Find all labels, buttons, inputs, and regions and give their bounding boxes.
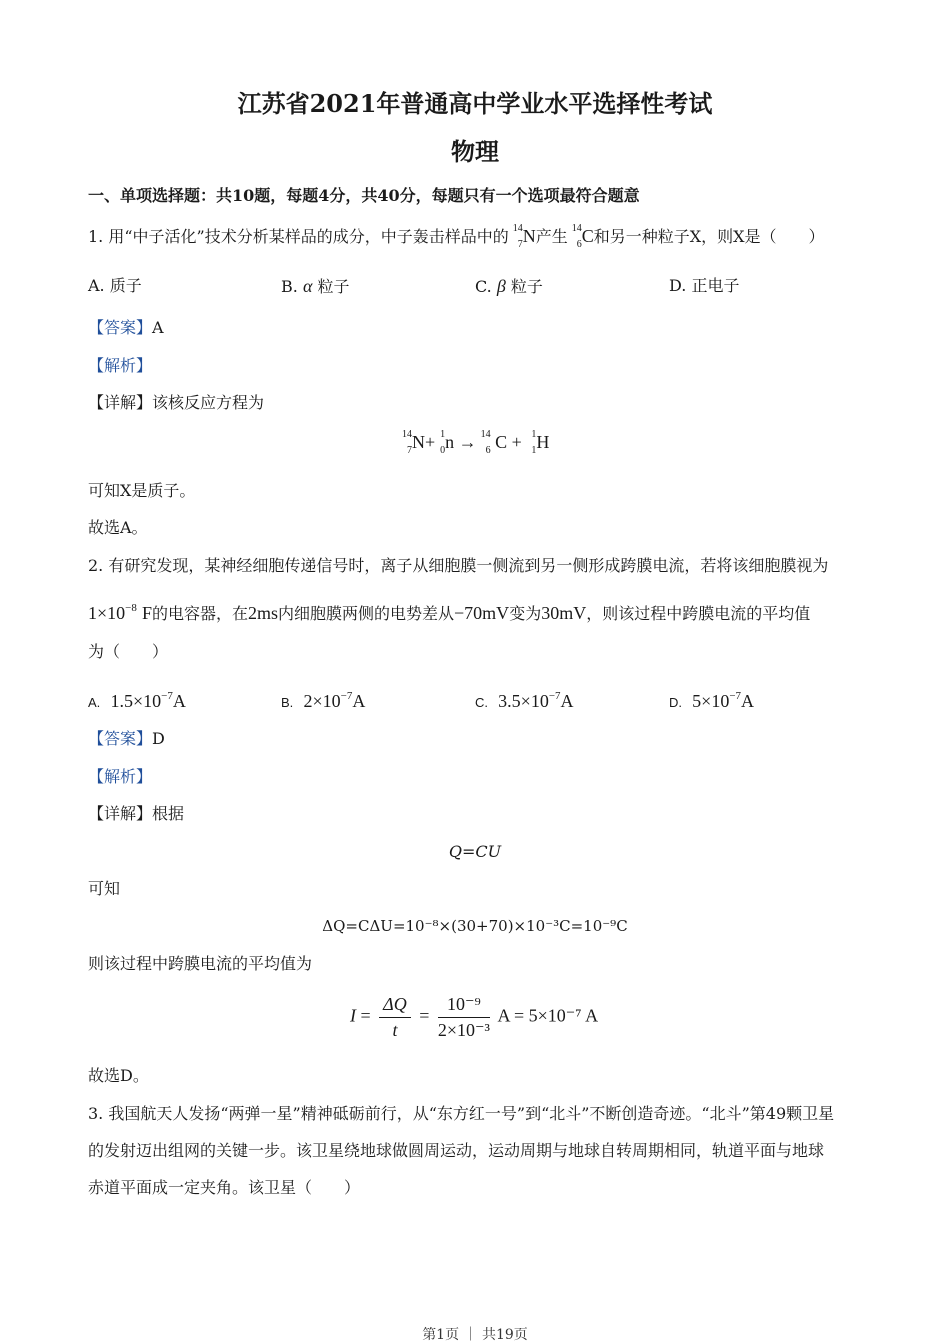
q1-stem-part3: 和另一种粒子X，则X是（ ）: [593, 227, 825, 246]
q2-option-a[interactable]: A. $1.5\times 10^{-7}A$: [88, 690, 186, 711]
q3-stem-line2: 的发射迈出组网的关键一步。该卫星绕地球做圆周运动，运动周期与地球自转周期相同，轨道平面与地球: [88, 1141, 825, 1160]
q1-stem: 1. 用“中子活化”技术分析某样品的成分，中子轰击样品中的 14 7 N产生 14 6 C和另一种粒子X，则X是（ ）: [88, 222, 825, 250]
q2-average-text: 则该过程中跨膜电流的平均值为: [88, 954, 313, 973]
page-footer: 第1页 ｜ 共19页: [422, 1327, 528, 1343]
q3-stem-line1: 3. 我国航天人发扬“两弹一星”精神砥砺前行，从“东方红一号”到“北斗”不断创造奇迹。“北斗”第49颗卫星: [88, 1104, 835, 1123]
section-heading: 一、单项选择题：共10题，每题4分，共40分，每题只有一个选项最符合题意: [88, 186, 640, 205]
q2-stem-line2: $1\times 10^{-8}$ F的电容器，在2ms内细胞膜两侧的电势差从−70mV变为30mV，则该过程中跨膜电流的平均值: [88, 602, 811, 623]
q2-answer: 【答案】D: [88, 729, 165, 748]
q1-option-b[interactable]: B. α 粒子: [281, 276, 350, 296]
q1-choice: 故选A。: [88, 518, 148, 537]
nuclide-c14: 14 6: [571, 222, 582, 250]
q2-know: 可知: [88, 879, 121, 898]
q1-detail: 【详解】该核反应方程为: [88, 393, 265, 412]
q2-formula-delta-q: ΔQ=CΔU=10⁻⁸×(30+70)×10⁻³C=10⁻⁹C: [322, 917, 628, 935]
q2-option-b[interactable]: B. $2\times 10^{-7}A$: [281, 690, 366, 711]
q2-current-equation: I = $\frac{\Delta Q}{t}$ = $\frac{\text{10⁻⁹}}{\text{2×10⁻³}}$ A = 5×10⁻⁷ A: [350, 994, 599, 1040]
q1-stem-part2: 产生: [535, 227, 568, 246]
q2-option-c[interactable]: C. $3.5\times 10^{-7}A$: [475, 690, 574, 711]
q2-stem-line1: 2. 有研究发现，某神经细胞传递信号时，离子从细胞膜一侧流到另一侧形成跨膜电流，若将该细胞膜视为: [88, 556, 829, 575]
q2-choice: 故选D。: [88, 1066, 149, 1085]
q1-option-d[interactable]: D. 正电子: [669, 276, 740, 295]
q1-answer: 【答案】A: [88, 318, 164, 337]
q1-option-c[interactable]: C. β 粒子: [475, 276, 543, 296]
subject-title: 物理: [451, 137, 499, 166]
q2-formula-qcu: Q=CU: [448, 842, 502, 861]
q2-option-d[interactable]: D. $5\times 10^{-7}A$: [669, 690, 755, 711]
q1-stem-part1: 1. 用“中子活化”技术分析某样品的成分，中子轰击样品中的: [88, 227, 509, 246]
q1-conclusion: 可知X是质子。: [88, 481, 196, 500]
q1-reaction-equation: 14 7 N+ 1 0 n → 14 6 C + 1 1 H: [402, 428, 550, 456]
q1-analysis-tag: 【解析】: [88, 356, 153, 375]
q1-option-a[interactable]: A. 质子: [88, 276, 142, 295]
q2-detail: 【详解】根据: [88, 804, 185, 823]
q2-analysis-tag: 【解析】: [88, 767, 153, 786]
nuclide-n14: 14 7: [512, 222, 523, 250]
q2-stem-line3: 为（ ）: [88, 642, 169, 661]
q3-stem-line3: 赤道平面成一定夹角。该卫星（ ）: [88, 1178, 361, 1197]
exam-title: 江苏省2021年普通高中学业水平选择性考试: [237, 89, 713, 118]
